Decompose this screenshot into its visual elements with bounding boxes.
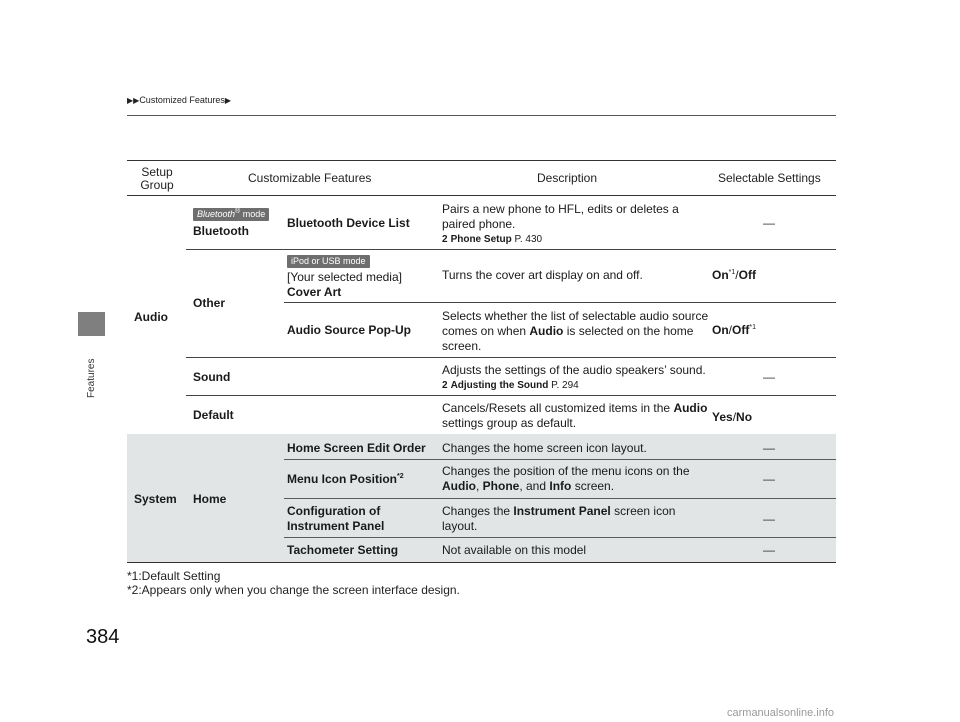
feature-cover-art-label: Cover Art xyxy=(287,285,342,299)
desc-line xyxy=(442,504,675,519)
header-customizable-features: Customizable Features xyxy=(248,171,372,185)
section-tab-marker xyxy=(78,312,105,336)
desc-text: comes on when xyxy=(442,324,530,338)
desc-line: Adjusts the settings of the audio speakers’ sound. xyxy=(442,363,706,377)
setting-configuration-instrument-panel: — xyxy=(763,512,775,526)
setting-on: On xyxy=(712,268,729,282)
header-description: Description xyxy=(537,171,598,185)
desc-menu-icon-position xyxy=(442,464,690,494)
group-audio: Audio xyxy=(134,310,168,324)
subgroup-home: Home xyxy=(193,492,227,506)
cross-reference[interactable] xyxy=(442,378,706,393)
feature-line: Configuration of xyxy=(287,504,381,518)
desc-bluetooth-device-list xyxy=(442,202,679,247)
row-divider xyxy=(284,537,836,538)
desc-audio-source-popup xyxy=(442,309,708,354)
watermark: carmanualsonline.info xyxy=(727,707,835,719)
setting-bluetooth-device-list: — xyxy=(763,216,775,230)
cross-reference[interactable] xyxy=(442,232,679,247)
setting-tachometer-setting: — xyxy=(763,543,775,557)
feature-configuration-instrument-panel xyxy=(287,504,384,534)
desc-line xyxy=(442,324,708,339)
ref-page: P. 294 xyxy=(548,380,579,391)
feature-bluetooth-device-list: Bluetooth Device List xyxy=(287,216,410,230)
desc-text: , xyxy=(476,479,483,493)
ipod-usb-mode-badge: iPod or USB mode xyxy=(287,255,370,268)
subgroup-sound: Sound xyxy=(193,370,231,384)
sidebar-section-label: Features xyxy=(86,358,97,398)
row-divider xyxy=(284,302,836,303)
breadcrumb xyxy=(127,95,231,105)
page-number: 384 xyxy=(86,626,120,648)
subgroup-other: Other xyxy=(193,296,226,310)
desc-line xyxy=(442,401,707,416)
desc-line: screen. xyxy=(442,339,482,353)
footnote-ref: *1 xyxy=(728,269,736,276)
desc-line: Pairs a new phone to HFL, edits or deletes a xyxy=(442,202,679,216)
badge-registered-mark: ® xyxy=(235,208,241,215)
setting-cover-art xyxy=(712,268,756,283)
feature-home-screen-edit-order: Home Screen Edit Order xyxy=(287,441,426,455)
row-divider xyxy=(284,459,836,460)
desc-line: Changes the position of the menu icons on the xyxy=(442,464,690,478)
group-system: System xyxy=(134,492,177,506)
footnote-ref: *2 xyxy=(397,473,404,480)
badge-bluetooth-text: Bluetooth xyxy=(197,209,236,219)
setting-no: No xyxy=(736,410,753,424)
row-divider xyxy=(186,357,836,358)
desc-text: , and xyxy=(519,479,550,493)
setting-sep: / xyxy=(735,268,739,282)
footnote-ref: *1 xyxy=(749,324,756,331)
desc-line: Selects whether the list of selectable audio source xyxy=(442,309,709,323)
setting-menu-icon-position: — xyxy=(763,472,775,486)
desc-text: is selected on the home xyxy=(563,324,694,338)
feature-cover-art xyxy=(287,270,402,300)
desc-sound xyxy=(442,363,706,393)
setting-sound: — xyxy=(763,370,775,384)
header-setup-line2: Group xyxy=(140,178,174,192)
row-divider xyxy=(284,498,836,499)
feature-line: Instrument Panel xyxy=(287,519,385,533)
cross-reference-icon: 2 xyxy=(442,380,448,391)
footnote-default-setting: *1:Default Setting xyxy=(127,569,221,583)
breadcrumb-arrow-icon: ▶ xyxy=(224,96,232,105)
ref-title: Adjusting the Sound xyxy=(450,380,549,391)
setting-off: Off xyxy=(738,268,756,282)
table-bottom-rule xyxy=(127,562,836,563)
desc-home-screen-edit-order: Changes the home screen icon layout. xyxy=(442,441,647,455)
breadcrumb-arrow-icon: ▶▶ xyxy=(127,96,140,105)
setting-home-screen-edit-order: — xyxy=(763,441,775,455)
desc-bold: Audio xyxy=(529,324,564,338)
desc-line: paired phone. xyxy=(442,217,516,231)
ref-title: Phone Setup xyxy=(450,234,512,245)
row-divider xyxy=(186,395,836,396)
row-divider xyxy=(186,249,836,250)
setting-yes: Yes xyxy=(712,410,733,424)
setting-default xyxy=(712,410,752,425)
desc-configuration-instrument-panel xyxy=(442,504,675,534)
desc-default xyxy=(442,401,707,431)
bluetooth-mode-badge xyxy=(193,208,269,221)
header-selectable-settings: Selectable Settings xyxy=(718,171,821,185)
desc-line xyxy=(442,479,690,494)
desc-text: screen icon xyxy=(610,504,676,518)
desc-bold: Audio xyxy=(442,479,476,493)
feature-menu-icon-position xyxy=(287,472,404,487)
feature-audio-source-popup: Audio Source Pop-Up xyxy=(287,323,411,337)
breadcrumb-section[interactable]: Customized Features xyxy=(139,95,225,105)
ref-page: P. 430 xyxy=(511,234,543,245)
feature-media-label: [Your selected media] xyxy=(287,270,402,284)
desc-cover-art: Turns the cover art display on and off. xyxy=(442,268,643,282)
setting-audio-source-popup xyxy=(712,323,756,338)
desc-line: layout. xyxy=(442,519,478,533)
desc-tachometer-setting: Not available on this model xyxy=(442,543,587,557)
feature-tachometer-setting: Tachometer Setting xyxy=(287,543,399,557)
desc-bold: Instrument Panel xyxy=(513,504,611,518)
setting-off: Off xyxy=(732,323,750,337)
feature-label: Menu Icon Position xyxy=(287,472,397,486)
desc-bold: Audio xyxy=(673,401,708,415)
subgroup-bluetooth: Bluetooth xyxy=(193,224,249,238)
footnote-interface-design: *2:Appears only when you change the screen interface design. xyxy=(127,583,460,597)
desc-bold: Phone xyxy=(482,479,520,493)
setting-sep: / xyxy=(732,410,737,424)
subgroup-default: Default xyxy=(193,408,234,422)
badge-mode-text: mode xyxy=(240,209,266,219)
desc-text: Changes the xyxy=(442,504,514,518)
desc-text: Cancels/Resets all customized items in the xyxy=(442,401,674,415)
header-setup-line1: Setup xyxy=(141,165,173,179)
header-divider xyxy=(127,115,836,116)
cross-reference-icon: 2 xyxy=(442,234,448,245)
setting-sep: / xyxy=(728,323,733,337)
table-header-bottom-rule xyxy=(127,195,836,196)
desc-text: screen. xyxy=(571,479,615,493)
desc-line: settings group as default. xyxy=(442,416,577,430)
setting-on: On xyxy=(712,323,729,337)
table-header-top-rule xyxy=(127,160,836,161)
desc-bold: Info xyxy=(549,479,572,493)
header-setup-group xyxy=(127,166,187,192)
